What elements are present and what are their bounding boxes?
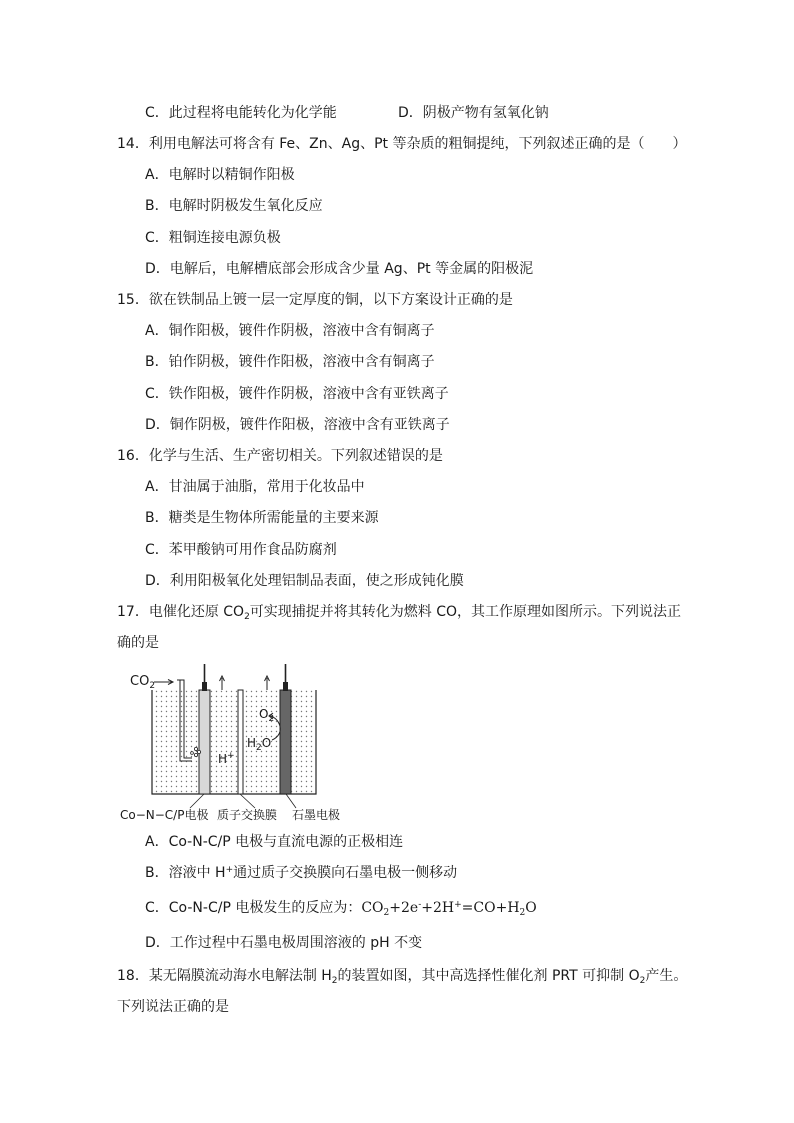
q15-option-a: A．铜作阳极，镀件作阴极，溶液中含有铜离子 — [145, 323, 435, 339]
q14-option-c: C．粗铜连接电源负极 — [145, 230, 281, 246]
q17-stem-line2: 确的是 — [117, 635, 159, 651]
q17-option-a: A．Co-N-C/P 电极与直流电源的正极相连 — [145, 834, 404, 850]
q17-option-b: B．溶液中 H+通过质子交换膜向石墨电极一侧移动 — [145, 865, 458, 881]
q13-option-d: D．阴极产物有氢氧化钠 — [398, 105, 549, 121]
graphite-electrode-label: 石墨电极 — [292, 808, 341, 822]
proton-exchange-membrane — [238, 690, 243, 794]
q18-stem: 18．某无隔膜流动海水电解法制 $H_2$的装置如图，其中高选择性催化剂 PRT 可抑制 $O_2$产生。 — [117, 968, 688, 986]
co2-label: $CO_2$ — [130, 674, 156, 691]
q16-option-c: C．苯甲酸钠可用作食品防腐剂 — [145, 542, 337, 558]
q15-option-d: D．铜作阴极，镀件作阳极，溶液中含有亚铁离子 — [145, 417, 450, 433]
q15-stem: 15．欲在铁制品上镀一层一定厚度的铜，以下方案设计正确的是 — [117, 292, 513, 308]
q16-stem: 16．化学与生活、生产密切相关。下列叙述错误的是 — [117, 448, 443, 464]
q17-stem: 17．电催化还原 $CO_2$可实现捕捉并将其转化为燃料 CO，其工作原理如图所示。下列说法正 — [117, 604, 682, 622]
q13-option-c: C．此过程将电能转化为化学能 — [145, 105, 337, 121]
q17-option-c: C．Co-N-C/P 电极发生的反应为：$CO_2+2e^-+2H^+=CO+H_2O$ — [145, 900, 537, 918]
h2o-label: $H_2O$ — [247, 736, 272, 753]
q16-option-a: A．甘油属于油脂，常用于化妆品中 — [145, 479, 365, 495]
co-n-c-p-electrode-label: Co−N−C/P电极 — [120, 808, 209, 822]
q16-option-b: B．糖类是生物体所需能量的主要来源 — [145, 510, 379, 526]
gas-outlet-arrows — [220, 676, 270, 690]
q14-option-a: A．电解时以精铜作阳极 — [145, 167, 295, 183]
q16-option-d: D．利用阳极氧化处理铝制品表面，使之形成钝化膜 — [145, 573, 464, 589]
co-n-c-p-electrode — [199, 690, 210, 794]
q14-option-d: D．电解后，电解槽底部会形成含少量 Ag、Pt 等金属的阳极泥 — [145, 261, 534, 277]
electrolysis-cell-figure — [120, 660, 360, 832]
graphite-electrode — [280, 690, 291, 794]
q14-stem: 14．利用电解法可将含有 Fe、Zn、Ag、Pt 等杂质的粗铜提纯，下列叙述正确的是（ ） — [117, 136, 687, 152]
q18-stem-line2: 下列说法正确的是 — [117, 999, 229, 1015]
hplus-label: H+ — [218, 751, 235, 766]
q17-equation: $CO_2+2e^-+2H^+=CO+H_2O$ — [361, 900, 537, 918]
proton-exchange-membrane-label: 质子交换膜 — [217, 808, 278, 822]
q15-option-c: C．铁作阳极，镀件作阴极，溶液中含有亚铁离子 — [145, 386, 449, 402]
cell-diagram — [120, 660, 360, 828]
o2-label: $O_2$ — [259, 707, 275, 724]
q15-option-b: B．铂作阴极，镀件作阳极，溶液中含有铜离子 — [145, 354, 435, 370]
q14-option-b: B．电解时阴极发生氧化反应 — [145, 198, 323, 214]
q17-option-d: D．工作过程中石墨电极周围溶液的 pH 不变 — [145, 935, 423, 951]
